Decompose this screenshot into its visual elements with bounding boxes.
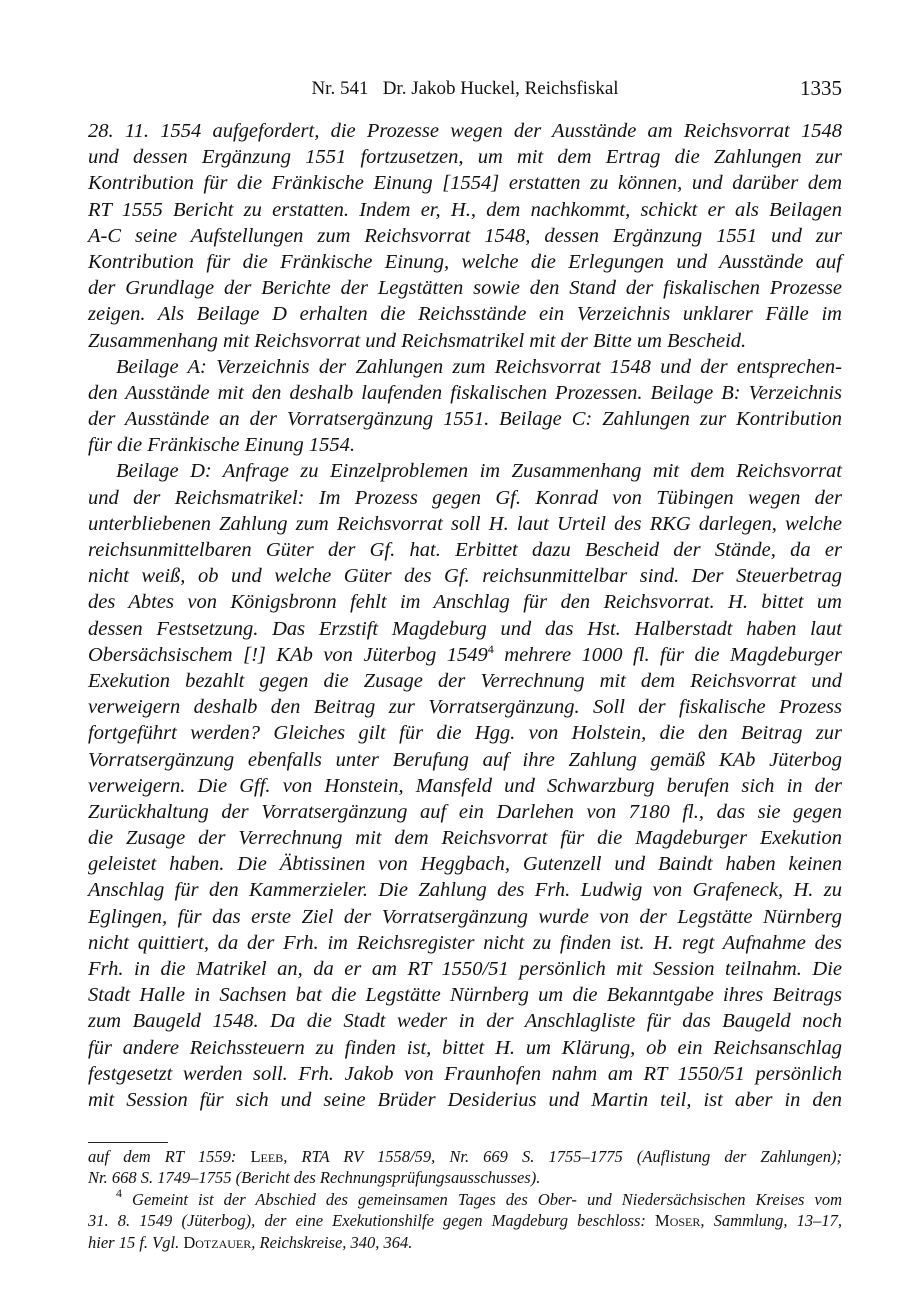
footnote-line bbox=[88, 1232, 842, 1253]
text-segment: , RTA RV 1558/59, Nr. 669 S. 1755–1775 (Auflistung der Zahlungen); bbox=[283, 1147, 842, 1166]
text-line: geleistet haben. Die Äbtissinen von Heggbach, Gutenzell und Baindt haben keinen bbox=[88, 853, 842, 876]
text-line: festgesetzt werden soll. Frh. Jakob von Fraunhofen nahm am RT 1550/51 persönlich bbox=[88, 1062, 842, 1085]
text-line: dessen Festsetzung. Das Erzstift Magdeburg und das Hst. Halberstadt haben laut bbox=[88, 617, 842, 640]
text-line: Vorratsergänzung ebenfalls unter Berufung auf ihre Zahlung gemäß KAb Jüterbog bbox=[88, 748, 842, 771]
text-line: den Ausstände mit den deshalb laufenden fiskalischen Prozessen. Beilage B: Verzeichnis bbox=[88, 381, 842, 404]
text-line: Eglingen, für das erste Ziel der Vorratsergänzung wurde von der Legstätte Nürnberg bbox=[88, 905, 842, 928]
footnote-line bbox=[88, 1210, 842, 1231]
author-name: Dotzauer bbox=[183, 1232, 252, 1252]
footnote-line bbox=[88, 1185, 842, 1210]
text-segment: Obersächsischem [!] KAb von Jüterbog 1549 bbox=[88, 643, 488, 666]
text-segment: , Reichskreise, 340, 364. bbox=[251, 1232, 413, 1252]
text-line: der Ausstände an der Vorratsergänzung 1551. Beilage C: Zahlungen zur Kontribution bbox=[88, 408, 842, 431]
text-line: Zusammenhang mit Reichsvorrat und Reichsmatrikel mit der Bitte um Bescheid. bbox=[88, 329, 747, 352]
text-line: der Grundlage der Berichte der Legstätten sowie den Stand der fiskalischen Prozesse bbox=[88, 277, 842, 300]
text-line: zeigen. Als Beilage D erhalten die Reichsstände ein Verzeichnis unklarer Fälle im bbox=[88, 303, 842, 326]
text-line: und der Reichsmatrikel: Im Prozess gegen Gf. Konrad von Tübingen wegen der bbox=[88, 486, 842, 509]
text-line: des Abtes von Königsbronn fehlt im Anschlag für den Reichsvorrat. H. bittet um bbox=[88, 591, 842, 614]
author-name: Leeb bbox=[250, 1147, 284, 1166]
text-line: verweigern. Die Gff. von Honstein, Mansfeld und Schwarzburg berufen sich in der bbox=[88, 774, 842, 797]
running-title: Nr. 541 Dr. Jakob Huckel, Reichsfiskal bbox=[311, 78, 619, 99]
text-line: Zurückhaltung der Vorratsergänzung auf ein Darlehen von 7180 fl., das sie gegen bbox=[88, 800, 842, 823]
text-line: Exekution bezahlt gegen die Zusage der Verrechnung mit dem Reichsvorrat und bbox=[88, 669, 842, 692]
text-line: reichsunmittelbaren Güter der Gf. hat. Erbittet dazu Bescheid der Stände, da er bbox=[88, 539, 842, 561]
text-segment: auf dem RT 1559: bbox=[88, 1147, 251, 1166]
text-line: Kontribution für die Fränkische Einung, welche die Erlegungen und Ausstände auf bbox=[88, 250, 842, 273]
text-line: verweigern deshalb den Beitrag zur Vorratsergänzung. Soll der fiskalische Prozess bbox=[88, 696, 842, 719]
text-line: zum Baugeld 1548. Da die Stadt weder in der Anschlagliste für das Baugeld noch bbox=[88, 1010, 842, 1033]
text-line: nicht quittiert, da der Frh. im Reichsregister nicht zu finden ist. H. regt Aufnahme des bbox=[88, 931, 842, 954]
text-line: A-C seine Aufstellungen zum Reichsvorrat 1548, dessen Ergänzung 1551 und zur bbox=[88, 224, 842, 247]
text-line: nicht weiß, ob und welche Güter des Gf. reichsunmittelbar sind. Der Steuerbetrag bbox=[88, 565, 842, 588]
text-line: Stadt Halle in Sachsen bat die Legstätte Nürnberg um die Bekanntgabe ihres Beitrags bbox=[88, 984, 842, 1007]
footnote-line bbox=[88, 1146, 842, 1167]
text-line: für die Fränkische Einung 1554. bbox=[88, 434, 356, 457]
text-line: für andere Reichssteuern zu finden ist, bittet H. um Klärung, ob ein Reichsanschlag bbox=[88, 1036, 842, 1059]
text-line: und dessen Ergänzung 1551 fortzusetzen, um mit dem Ertrag die Zahlungen zur bbox=[88, 146, 842, 169]
running-header bbox=[88, 76, 842, 104]
footnote-line: Nr. 668 S. 1749–1755 (Bericht des Rechnungsprüfungsausschusses). bbox=[88, 1168, 541, 1188]
text-line: RT 1555 Bericht zu erstatten. Indem er, H., dem nachkommt, schickt er als Beilagen bbox=[88, 198, 842, 221]
author-name: Moser bbox=[655, 1211, 701, 1231]
text-line: Beilage A: Verzeichnis der Zahlungen zum Reichsvorrat 1548 und der entsprechen- bbox=[116, 355, 842, 378]
text-line: die Zusage der Verrechnung mit dem Reichsvorrat für die Magdeburger Exekution bbox=[88, 827, 842, 850]
text-line: Frh. in die Matrikel an, da er am RT 1550/51 persönlich mit Session teilnahm. Die bbox=[88, 958, 842, 980]
main-text bbox=[88, 118, 842, 1113]
text-line: Kontribution für die Fränkische Einung [1554] erstatten zu können, und darüber dem bbox=[88, 172, 842, 195]
text-segment: hier 15 f. Vgl. bbox=[88, 1232, 184, 1252]
text-line: unterbliebenen Zahlung zum Reichsvorrat soll H. laut Urteil des RKG darlegen, welche bbox=[88, 512, 842, 535]
footnote-marker: 4 bbox=[487, 641, 494, 656]
text-line bbox=[88, 642, 842, 668]
footnotes bbox=[88, 1146, 842, 1253]
text-segment: 31. 8. 1549 (Jüterbog), der eine Exekutionshilfe gegen Magdeburg beschloss: bbox=[88, 1211, 656, 1231]
text-line: 28. 11. 1554 aufgefordert, die Prozesse wegen der Ausstände am Reichsvorrat 1548 bbox=[88, 120, 842, 142]
text-segment: Gemeint ist der Abschied des gemeinsamen Tages des Ober- und Niedersächsischen Kreises vom bbox=[122, 1189, 842, 1209]
text-line: Anschlag für den Kammerzieler. Die Zahlung des Frh. Ludwig von Grafeneck, H. zu bbox=[88, 879, 842, 902]
text-line: Beilage D: Anfrage zu Einzelproblemen im Zusammenhang mit dem Reichsvorrat bbox=[116, 460, 842, 483]
text-line: mit Session für sich und seine Brüder Desiderius und Martin teil, ist aber in den bbox=[88, 1088, 842, 1111]
footnote-divider bbox=[88, 1142, 168, 1143]
text-line: fortgeführt werden? Gleiches gilt für die Hgg. von Holstein, die den Beitrag zur bbox=[88, 722, 842, 745]
text-segment: mehrere 1000 fl. für die Magdeburger bbox=[493, 643, 842, 666]
text-segment: , Sammlung, 13–17, bbox=[700, 1211, 842, 1231]
page-number: 1335 bbox=[800, 76, 842, 100]
footnote-marker: 4 bbox=[116, 1185, 122, 1200]
